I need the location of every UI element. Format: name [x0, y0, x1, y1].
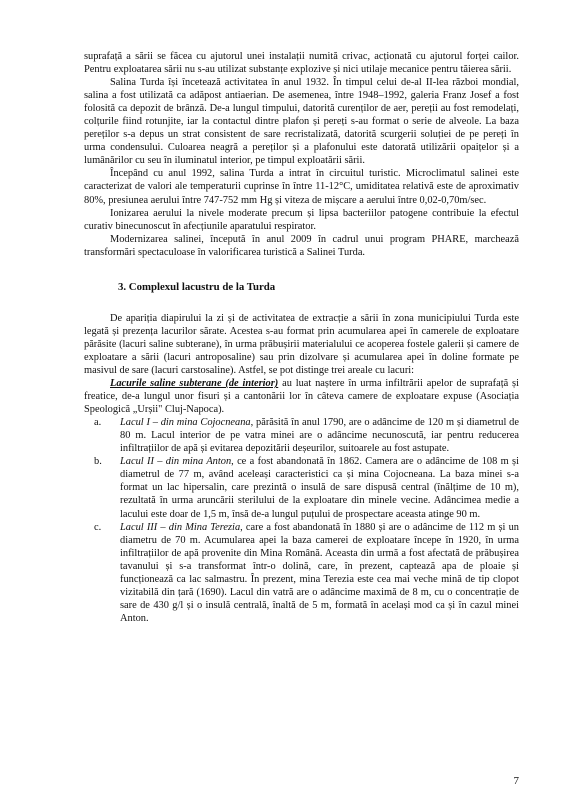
lake-title: Lacul I – din mina Cojocneana [120, 417, 251, 429]
paragraph-tourist-circuit: Începând cu anul 1992, salina Turda a intrat în circuitul turistic. Microclimatul salinei este caracterizat de valori ale temperaturii cuprinse în între 11-12°C, umiditatea relativă este de aproximativ 80%, presiunea aerului între 747-752 mm Hg și viteza de mișcare a aerului între 0,02-0,70m/sec. [84, 168, 519, 206]
lake-description: , ce a fost abandonată în 1862. Camera are o adâncime de 108 m și diametrul de 77 m, având aceleași caracteristici ca și mina Cojocneana. La baza minei s-a format un lac hipersalin, care prezintă o insulă de sare dispusă central (înălțime de 10 m), rezultată în urma aruncării sterilului de la exploatare din minele vecine. Adâncimea medie a lacului este doar de 1,5 m, însă de-a lungul puțului de prospectare aceasta atinge 90 m. [120, 456, 519, 520]
page-number: 7 [513, 775, 519, 787]
subterranean-lakes-text: au luat naștere în urma infiltrării apelor de suprafață și freatice, de-a lungul unor fisuri și a cantonării lor în câteva camere de exploatare expuse (Asociația Speologică „Urșii" Cluj-Napoca). [84, 378, 519, 416]
paragraph-ionization: Ionizarea aerului la nivele moderate precum și lipsa bacteriilor patogene contribuie la efectul curativ binecunoscut în afecțiunile aparatului respirator. [84, 207, 519, 232]
section-heading: 3. Complexul lacustru de la Turda [118, 280, 276, 293]
lake-title: Lacul II – din mina Anton [120, 456, 232, 468]
paragraph-subterranean-lakes [84, 377, 519, 416]
lake-item [84, 416, 519, 455]
paragraph-lakes-intro: De apariția diapirului la zi și de activitatea de extracție a sării în zona municipiului Turda este legată și prezența lacurilor sărate. Acestea s-au format prin acumularea apei în camerele de exploatare părăsite (lacuri saline subterane), în urma prăbușirii materialului ce acoperea fostele galerii și camere de exploatare a sării (lacuri antroposaline) sau prin dizolvare și acumularea apei în doline formate pe masivul de sare (lacuri carstosaline). Astfel, se pot distinge trei areale cu lacuri: [84, 312, 519, 376]
lake-item [84, 455, 519, 520]
paragraph-salina-history: Salina Turda își încetează activitatea în anul 1932. În timpul celui de-al II-lea război mondial, salina a fost utilizată ca adăpost antiaerian. De asemenea, între 1948–1992, galeria Franz Josef a fost folosită ca depozit de brânză. De-a lungul timpului, datorită curenților de aer, pereții au fost remodelați, colțurile fiind rotunjite, iar la contactul dintre plafon și pereți s-au format o serie de alveole. La baza pereților s-a depus un strat consistent de sare recristalizată, datorită scurgerii soluției de pe pereți în urma condensului. Culoarea neagră a pereților și a plafonului este datorată utilizării opaițelor și a lumânărilor cu seu în iluminatul interior, pe timpul exploatării sării. [84, 77, 519, 167]
lake-title: Lacul III – din Mina Terezia [120, 521, 241, 533]
lake-item [84, 521, 519, 625]
subterranean-lakes-term: Lacurile saline subterane (de interior) [110, 378, 279, 390]
list-marker: b. [94, 456, 102, 468]
lake-description: , părăsită în anul 1790, are o adâncime de 120 m și diametrul de 80 m. Lacul interior de pe vatra minei are o adâncime necunoscută, iar pentru reducerea infiltrațiilor de apă și evitarea depozitării deșeurilor, suitoarele au fost astupate. [120, 417, 519, 455]
lake-list [84, 416, 519, 625]
list-marker: c. [94, 521, 102, 533]
list-marker: a. [94, 417, 102, 429]
lake-description: , care a fost abandonată în 1880 și are o adâncime de 112 m și un diametru de 70 m. Acumularea apei la baza camerei de exploatare începe în 1920, în urma infiltrațiilor de apă provenite din Mina Română. Aceasta din urmă a fost afectată de prăbușirea tavanului și s-a transformat într-o dolină, care, în prezent, captează apa de ploaie și funcționează ca lac salmastru. În prezent, mina Terezia este cea mai veche mină de tip clopot vizitabilă din țară (1690). Lacul din vatră are o adâncime maximă de 8 m, cu o concentrație de sare de 430 g/l și o insulă centrală, înaltă de 5 m, formată în același mod ca și în cazul minei Anton. [120, 521, 519, 624]
paragraph-modernization: Modernizarea salinei, începută în anul 2009 în cadrul unui program PHARE, marchează transformări spectaculoase în valorificarea turistică a Salinei Turda. [84, 233, 519, 258]
paragraph-crivac: suprafață a sării se făcea cu ajutorul unei instalații numită crivac, acționată cu ajutorul forței cailor. Pentru exploatarea sării nu s-au utilizat substanțe explozive și nici utilaje mecanice pentru tăierea sării. [84, 51, 519, 76]
